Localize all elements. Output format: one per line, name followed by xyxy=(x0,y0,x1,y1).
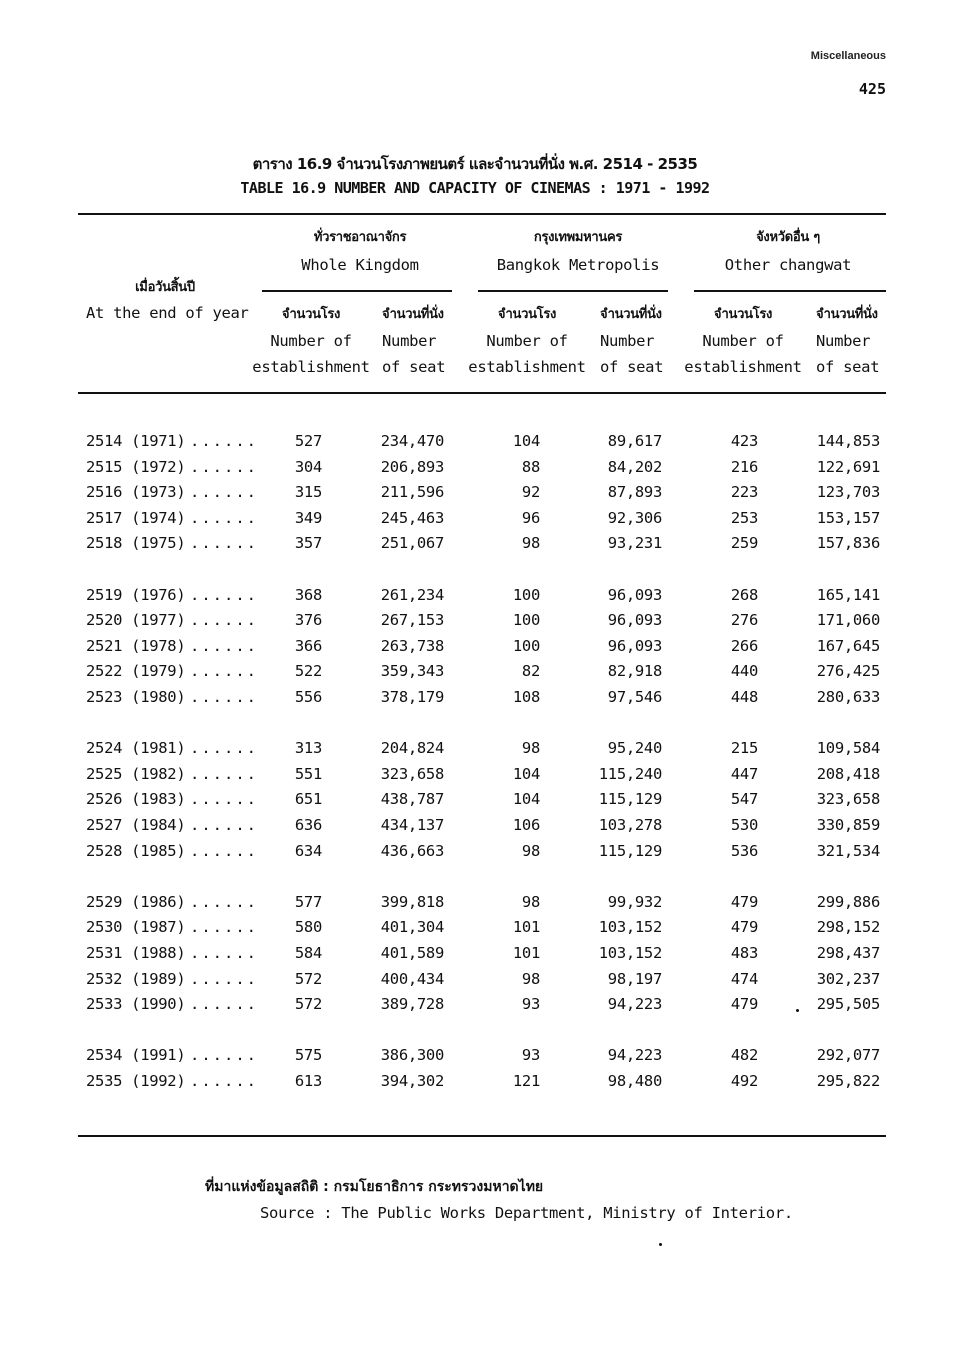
cell-whole-kingdom-seats: 438,787 xyxy=(380,790,444,809)
row-leader-dots: ...... xyxy=(190,790,258,809)
cell-other-changwat-establishments: 547 xyxy=(730,790,758,809)
cell-bangkok-establishments: 100 xyxy=(512,636,540,655)
row-leader-dots: ...... xyxy=(190,636,258,655)
table-row xyxy=(0,792,966,814)
cell-other-changwat-establishments: 223 xyxy=(730,483,758,502)
cell-other-changwat-seats: 276,425 xyxy=(816,662,880,681)
row-year: 2529 (1986) xyxy=(86,892,186,911)
table-row xyxy=(0,536,966,558)
subheader-est-1: Number of xyxy=(486,332,568,350)
group-header-whole-kingdom: Whole Kingdom xyxy=(301,256,419,274)
group-rule-whole-kingdom xyxy=(262,290,452,292)
cell-other-changwat-establishments: 483 xyxy=(730,944,758,962)
cell-other-changwat-seats: 171,060 xyxy=(816,611,880,630)
cell-bangkok-seats: 103,152 xyxy=(598,918,662,937)
cell-whole-kingdom-establishments: 580 xyxy=(294,918,322,937)
cell-other-changwat-seats: 280,633 xyxy=(816,688,880,706)
cell-bangkok-establishments: 100 xyxy=(512,611,540,630)
cell-other-changwat-seats: 165,141 xyxy=(816,585,880,604)
source-note-thai: ที่มาแห่งข้อมูลสถิติ : กรมโยธาธิการ กระทรวงมหาดไทย xyxy=(205,1179,544,1195)
cell-bangkok-establishments: 104 xyxy=(512,764,540,783)
cell-bangkok-establishments: 98 xyxy=(521,841,540,860)
cell-other-changwat-establishments: 216 xyxy=(730,457,758,476)
table-bottom-rule xyxy=(78,1135,886,1137)
cell-bangkok-establishments: 108 xyxy=(512,688,540,706)
table-row xyxy=(0,969,966,994)
table-row xyxy=(0,508,966,533)
cell-bangkok-seats: 92,306 xyxy=(607,508,662,527)
cell-whole-kingdom-seats: 434,137 xyxy=(380,816,444,834)
cell-other-changwat-seats: 144,853 xyxy=(816,432,880,450)
row-year: 2527 (1984) xyxy=(86,816,186,834)
cell-whole-kingdom-seats: 378,179 xyxy=(380,688,444,706)
row-year: 2535 (1992) xyxy=(86,1072,186,1090)
group-header-bangkok-thai: กรุงเทพมหานคร xyxy=(533,230,623,245)
cell-whole-kingdom-establishments: 634 xyxy=(294,841,322,860)
cell-whole-kingdom-seats: 206,893 xyxy=(380,457,444,476)
table-row xyxy=(0,613,966,635)
subheader-seat-thai: จำนวนที่นั่ง xyxy=(382,307,444,322)
cell-other-changwat-establishments: 448 xyxy=(730,688,758,706)
table-row xyxy=(0,690,966,712)
table-row xyxy=(0,1074,966,1096)
cell-bangkok-seats: 98,480 xyxy=(607,1072,662,1090)
cell-other-changwat-establishments: 440 xyxy=(730,662,758,681)
cell-whole-kingdom-seats: 394,302 xyxy=(380,1072,444,1090)
cell-other-changwat-seats: 157,836 xyxy=(816,534,880,553)
group-header-whole-kingdom-thai: ทั่วราชอาณาจักร xyxy=(313,230,407,245)
row-year: 2520 (1977) xyxy=(86,611,186,630)
cell-whole-kingdom-seats: 399,818 xyxy=(380,892,444,911)
cell-other-changwat-seats: 302,237 xyxy=(816,969,880,988)
cell-other-changwat-seats: 167,645 xyxy=(816,636,880,655)
row-year: 2515 (1972) xyxy=(86,457,186,476)
cell-whole-kingdom-establishments: 551 xyxy=(294,764,322,783)
table-row xyxy=(0,741,966,763)
group-rule-bangkok xyxy=(478,290,668,292)
cell-bangkok-seats: 96,093 xyxy=(607,636,662,655)
row-year: 2522 (1979) xyxy=(86,662,186,681)
page-number: 425 xyxy=(858,80,886,98)
cell-bangkok-seats: 87,893 xyxy=(607,483,662,502)
cell-bangkok-establishments: 88 xyxy=(521,457,540,476)
table-top-rule xyxy=(78,213,886,215)
row-leader-dots: ...... xyxy=(190,764,258,783)
stray-mark xyxy=(796,1009,799,1012)
subheader-seat-thai: จำนวนที่นั่ง xyxy=(816,307,878,322)
cell-other-changwat-seats: 295,505 xyxy=(816,995,880,1014)
cell-other-changwat-establishments: 215 xyxy=(730,739,758,758)
row-year: 2533 (1990) xyxy=(86,995,186,1014)
cell-whole-kingdom-establishments: 313 xyxy=(294,739,322,758)
row-leader-dots: ...... xyxy=(190,944,258,962)
subheader-est-1: Number of xyxy=(702,332,784,350)
cell-whole-kingdom-seats: 401,589 xyxy=(380,944,444,962)
row-year: 2524 (1981) xyxy=(86,739,186,758)
cell-whole-kingdom-establishments: 572 xyxy=(294,969,322,988)
cell-whole-kingdom-establishments: 575 xyxy=(294,1046,322,1065)
subheader-seat-1: Number xyxy=(382,332,437,350)
cell-whole-kingdom-seats: 263,738 xyxy=(380,636,444,655)
row-year: 2525 (1982) xyxy=(86,764,186,783)
cell-bangkok-seats: 89,617 xyxy=(607,432,662,450)
cell-bangkok-establishments: 93 xyxy=(521,1046,540,1065)
cell-bangkok-establishments: 106 xyxy=(512,816,540,834)
cell-whole-kingdom-establishments: 572 xyxy=(294,995,322,1014)
row-year: 2518 (1975) xyxy=(86,534,186,553)
cell-bangkok-seats: 115,240 xyxy=(598,764,662,783)
cell-bangkok-establishments: 104 xyxy=(512,432,540,450)
subheader-seat-1: Number xyxy=(816,332,871,350)
subheader-seat-2: of seat xyxy=(600,358,664,376)
cell-bangkok-seats: 103,278 xyxy=(598,816,662,834)
cell-whole-kingdom-establishments: 527 xyxy=(294,432,322,450)
table-row xyxy=(0,585,966,610)
cell-whole-kingdom-seats: 386,300 xyxy=(380,1046,444,1065)
stray-mark xyxy=(659,1243,662,1246)
cell-whole-kingdom-seats: 400,434 xyxy=(380,969,444,988)
row-leader-dots: ...... xyxy=(190,918,258,937)
subheader-est-thai: จำนวนโรง xyxy=(713,307,773,322)
subheader-est-2: establishment xyxy=(252,358,370,376)
cell-whole-kingdom-establishments: 556 xyxy=(294,688,322,706)
year-header-thai: เมื่อวันสิ้นปี xyxy=(135,280,195,295)
cell-bangkok-establishments: 101 xyxy=(512,944,540,962)
cell-other-changwat-seats: 299,886 xyxy=(816,892,880,911)
table-row xyxy=(0,997,966,1019)
row-leader-dots: ...... xyxy=(190,841,258,860)
cell-bangkok-establishments: 96 xyxy=(521,508,540,527)
year-header: At the end of year xyxy=(86,304,249,322)
row-leader-dots: ...... xyxy=(190,995,258,1014)
cell-bangkok-seats: 115,129 xyxy=(598,841,662,860)
cell-bangkok-establishments: 98 xyxy=(521,739,540,758)
row-year: 2519 (1976) xyxy=(86,585,186,604)
row-year: 2516 (1973) xyxy=(86,483,186,502)
subheader-est-thai: จำนวนโรง xyxy=(497,307,557,322)
cell-other-changwat-establishments: 268 xyxy=(730,585,758,604)
cell-bangkok-seats: 115,129 xyxy=(598,790,662,809)
row-leader-dots: ...... xyxy=(190,662,258,681)
cell-other-changwat-establishments: 479 xyxy=(730,918,758,937)
cell-other-changwat-seats: 292,077 xyxy=(816,1046,880,1065)
cell-bangkok-establishments: 98 xyxy=(521,892,540,911)
table-row xyxy=(0,892,966,917)
row-leader-dots: ...... xyxy=(190,1046,258,1065)
group-header-other-changwat-thai: จังหวัดอื่น ๆ xyxy=(756,230,820,245)
cell-whole-kingdom-seats: 401,304 xyxy=(380,918,444,937)
cell-other-changwat-seats: 298,152 xyxy=(816,918,880,937)
cell-bangkok-establishments: 98 xyxy=(521,969,540,988)
cell-whole-kingdom-seats: 211,596 xyxy=(380,483,444,502)
cell-bangkok-seats: 103,152 xyxy=(598,944,662,962)
cell-other-changwat-establishments: 482 xyxy=(730,1046,758,1065)
cell-other-changwat-seats: 208,418 xyxy=(816,764,880,783)
row-year: 2528 (1985) xyxy=(86,841,186,860)
cell-whole-kingdom-seats: 389,728 xyxy=(380,995,444,1014)
cell-whole-kingdom-establishments: 376 xyxy=(294,611,322,630)
cell-whole-kingdom-seats: 323,658 xyxy=(380,764,444,783)
cell-whole-kingdom-establishments: 522 xyxy=(294,662,322,681)
cell-whole-kingdom-establishments: 636 xyxy=(294,816,322,834)
row-year: 2534 (1991) xyxy=(86,1046,186,1065)
table-title-thai: ตาราง 16.9 จำนวนโรงภาพยนตร์ และจำนวนที่นั่ง พ.ศ. 2514 - 2535 xyxy=(252,155,698,173)
cell-whole-kingdom-establishments: 357 xyxy=(294,534,322,553)
cell-bangkok-seats: 96,093 xyxy=(607,585,662,604)
cell-bangkok-establishments: 92 xyxy=(521,483,540,502)
cell-other-changwat-establishments: 479 xyxy=(730,995,758,1014)
row-leader-dots: ...... xyxy=(190,534,258,553)
cell-whole-kingdom-seats: 359,343 xyxy=(380,662,444,681)
header-bottom-rule xyxy=(78,392,886,394)
cell-other-changwat-seats: 295,822 xyxy=(816,1072,880,1090)
cell-other-changwat-seats: 123,703 xyxy=(816,483,880,502)
cell-whole-kingdom-establishments: 315 xyxy=(294,483,322,502)
row-leader-dots: ...... xyxy=(190,611,258,630)
cell-other-changwat-seats: 323,658 xyxy=(816,790,880,809)
table-row xyxy=(0,485,966,507)
row-leader-dots: ...... xyxy=(190,969,258,988)
cell-bangkok-seats: 94,223 xyxy=(607,1046,662,1065)
cell-other-changwat-establishments: 423 xyxy=(730,432,758,450)
subheader-seat-2: of seat xyxy=(816,358,880,376)
row-year: 2517 (1974) xyxy=(86,508,186,527)
table-row xyxy=(0,457,966,482)
section-header: Miscellaneous xyxy=(810,50,886,62)
cell-whole-kingdom-establishments: 651 xyxy=(294,790,322,809)
cell-other-changwat-establishments: 276 xyxy=(730,611,758,630)
cell-other-changwat-establishments: 447 xyxy=(730,764,758,783)
group-header-bangkok: Bangkok Metropolis xyxy=(496,256,660,274)
cell-other-changwat-establishments: 479 xyxy=(730,892,758,911)
subheader-est-1: Number of xyxy=(270,332,352,350)
cell-other-changwat-seats: 298,437 xyxy=(816,944,880,962)
subheader-seat-2: of seat xyxy=(382,358,446,376)
group-rule-other-changwat xyxy=(694,290,886,292)
cell-bangkok-establishments: 98 xyxy=(521,534,540,553)
subheader-est-2: establishment xyxy=(468,358,586,376)
cell-other-changwat-seats: 122,691 xyxy=(816,457,880,476)
cell-other-changwat-establishments: 266 xyxy=(730,636,758,655)
cell-bangkok-seats: 98,197 xyxy=(607,969,662,988)
cell-bangkok-seats: 82,918 xyxy=(607,662,662,681)
table-row xyxy=(0,636,966,661)
table-row xyxy=(0,764,966,789)
table-title-english: TABLE 16.9 NUMBER AND CAPACITY OF CINEMAS : 1971 - 1992 xyxy=(240,179,710,197)
cell-other-changwat-establishments: 253 xyxy=(730,508,758,527)
cell-whole-kingdom-establishments: 349 xyxy=(294,508,322,527)
table-row xyxy=(0,434,966,456)
row-leader-dots: ...... xyxy=(190,432,258,450)
table-row xyxy=(0,1048,966,1070)
cell-other-changwat-establishments: 530 xyxy=(730,816,758,834)
cell-whole-kingdom-seats: 261,234 xyxy=(380,585,444,604)
cell-bangkok-establishments: 121 xyxy=(512,1072,540,1090)
subheader-seat-thai: จำนวนที่นั่ง xyxy=(600,307,662,322)
cell-whole-kingdom-seats: 204,824 xyxy=(380,739,444,758)
table-row xyxy=(0,664,966,686)
cell-bangkok-seats: 84,202 xyxy=(607,457,662,476)
cell-whole-kingdom-establishments: 304 xyxy=(294,457,322,476)
table-row xyxy=(0,946,966,968)
cell-bangkok-establishments: 101 xyxy=(512,918,540,937)
subheader-est-thai: จำนวนโรง xyxy=(281,307,341,322)
cell-whole-kingdom-seats: 267,153 xyxy=(380,611,444,630)
table-row xyxy=(0,818,966,840)
row-leader-dots: ...... xyxy=(190,483,258,502)
group-header-other-changwat: Other changwat xyxy=(724,256,852,274)
cell-whole-kingdom-seats: 245,463 xyxy=(380,508,444,527)
row-year: 2526 (1983) xyxy=(86,790,186,809)
row-year: 2523 (1980) xyxy=(86,688,186,706)
cell-other-changwat-establishments: 536 xyxy=(730,841,758,860)
row-leader-dots: ...... xyxy=(190,688,258,706)
cell-other-changwat-seats: 321,534 xyxy=(816,841,880,860)
source-note: Source : The Public Works Department, Ministry of Interior. xyxy=(260,1204,793,1222)
row-leader-dots: ...... xyxy=(190,508,258,527)
cell-other-changwat-seats: 109,584 xyxy=(816,739,880,758)
cell-bangkok-seats: 96,093 xyxy=(607,611,662,630)
row-leader-dots: ...... xyxy=(190,1072,258,1090)
cell-whole-kingdom-seats: 436,663 xyxy=(380,841,444,860)
cell-bangkok-seats: 94,223 xyxy=(607,995,662,1014)
cell-whole-kingdom-seats: 251,067 xyxy=(380,534,444,553)
cell-whole-kingdom-establishments: 366 xyxy=(294,636,322,655)
cell-other-changwat-establishments: 259 xyxy=(730,534,758,553)
cell-other-changwat-establishments: 474 xyxy=(730,969,758,988)
cell-bangkok-seats: 93,231 xyxy=(607,534,662,553)
row-leader-dots: ...... xyxy=(190,892,258,911)
row-year: 2530 (1987) xyxy=(86,918,186,937)
subheader-est-2: establishment xyxy=(684,358,802,376)
cell-bangkok-establishments: 104 xyxy=(512,790,540,809)
cell-bangkok-seats: 97,546 xyxy=(607,688,662,706)
cell-other-changwat-establishments: 492 xyxy=(730,1072,758,1090)
table-row xyxy=(0,920,966,942)
cell-whole-kingdom-establishments: 584 xyxy=(294,944,322,962)
row-leader-dots: ...... xyxy=(190,816,258,834)
cell-bangkok-establishments: 100 xyxy=(512,585,540,604)
subheader-seat-1: Number xyxy=(600,332,655,350)
cell-bangkok-establishments: 93 xyxy=(521,995,540,1014)
cell-bangkok-seats: 95,240 xyxy=(607,739,662,758)
row-year: 2514 (1971) xyxy=(86,432,186,450)
cell-other-changwat-seats: 330,859 xyxy=(816,816,880,834)
cell-other-changwat-seats: 153,157 xyxy=(816,508,880,527)
cell-whole-kingdom-seats: 234,470 xyxy=(380,432,444,450)
cell-bangkok-establishments: 82 xyxy=(521,662,540,681)
cell-whole-kingdom-establishments: 577 xyxy=(294,892,322,911)
row-leader-dots: ...... xyxy=(190,739,258,758)
row-year: 2521 (1978) xyxy=(86,636,186,655)
row-leader-dots: ...... xyxy=(190,457,258,476)
row-year: 2531 (1988) xyxy=(86,944,186,962)
cell-bangkok-seats: 99,932 xyxy=(607,892,662,911)
table-row xyxy=(0,841,966,866)
cell-whole-kingdom-establishments: 613 xyxy=(294,1072,322,1090)
row-leader-dots: ...... xyxy=(190,585,258,604)
cell-whole-kingdom-establishments: 368 xyxy=(294,585,322,604)
row-year: 2532 (1989) xyxy=(86,969,186,988)
